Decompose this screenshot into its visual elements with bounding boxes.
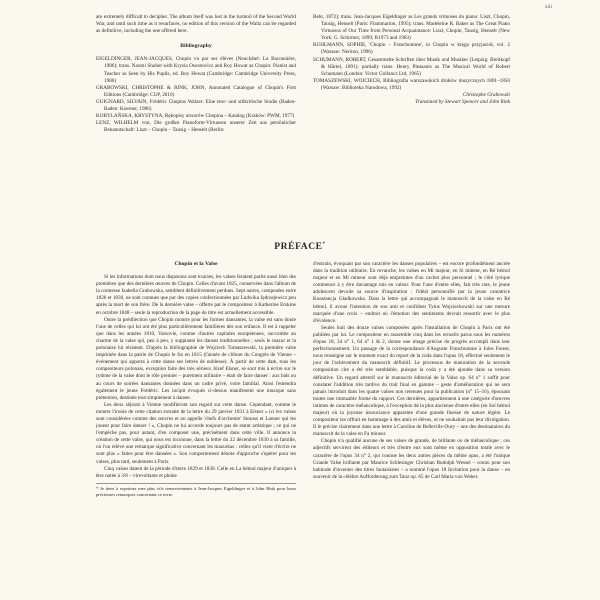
body-paragraph: Les deux séjours à Vienne modifieront son regard sur cette danse. Cependant, comme le montre l'ironie de cette citation extraite de la lettre du 29 janvier 1831 à Elsner « ici les valses sont considérées comme des œuvres et on appelle 'chefs d'orchestre' Strauss et Lanner qui les jouent pour faire danser ! », Chopin ne lui accorde toujours pas de statut artistique ; ce qui ne l'empêche pas, pour autant, d'en composer une, précisément dans cette ville. Il annonce la création de cette valse, qui nous est inconnue, dans la lettre du 22 décembre 1830 à sa famille, où l'on relève une remarque significative concernant les mazurkas : celles qu'il vient d'écrire ne sont plus « faites pour être dansées ». Son comportement dénote d'approche s'opérer pour les valses, plus tard, seulement à Paris. [96,401,296,465]
preface-title [0,242,600,252]
column-top-left [96,14,296,134]
bibliography-heading: Bibliography [180,43,212,50]
section-heading: Chopin et la Valse [174,261,218,267]
column-bottom-right [313,261,510,481]
body-paragraph: Si les informations dont nous disposons sont exactes, les valses feraient partie aussi bien des premières que des dernières œuvres de Chopin. Celles d'avant 1825, conservées dans l'album de la comtesse Izabella Grabowska, semblent définitivement perdues. Sept autres, composées entre 1826 et 1830, ne sont connues que par des copies confectionnées par Ludwika Jędrzejewicz peu après la mort de son frère. De la dernière valse – offerte par le compositeur à Katherine Erskine en octobre 1848 – seule la reproduction de la page de titre est actuellement accessible. [96,274,296,316]
bibliography-entry: RUHLMANN, SOPHIE, 'Chopin – Franchomme', in Chopin w kręgu przyjaciół, vol. 2 (Warsaw: Neriton, 1996) [313,42,510,56]
bibliography-entry: LENZ, WILHELM von, Die großen Pianoforte-Virtuosen unserer Zeit aus persönlicher Bekanntschaft: Liszt – Chopin – Tausig – Henselt (Berlin: [96,120,296,134]
body-paragraph: d'entrain, évoquant par son caractère les danses populaires – est encore profondément ancrée dans la tradition utilitaire. En revanche, les valses en Mi majeur, en Si mineur, en Ré bémol majeur et en Mi mineur sont déjà empreintes d'un cachet plus personnel ; le côté lyrique commence à y être davantage mis en valeur. Pour l'une d'entre elles, fait très rare, le jeune adolescent devoile sa source d'inspiration : l'idéal personnifié par la jeune cantatrice Konstancja Gładkowska. Dans la lettre qui accompagnait le manuscrit de la valse en Ré bémol, il avoue l'intention de son ami et confident Tytus Wojciechowski sur une mesure marquée d'une croix – endroit où l'émotion des sentiments devrait ressortir avec le plus d'évidence. [313,261,510,324]
intro-paragraph: are extremely difficult to decipher. The album itself was lost in the turmoil of the Second World War, and until such time as it resurfaces, no edition of this version of the Waltz can be regarded as definitive, including the one offered here. [96,14,296,35]
body-paragraph: Seules huit des douze valses composées après l'installation de Chopin à Paris ont été publiées par lui. Le compositeur en rassemble cinq dans les recueils parus sous les numéros d'opus 18, 34 n° 1, 64 n° 1 & 2, donne une image précise du progrès accompli dans leur perfectionnement. Un passage de la correspondance d'Auguste Franchomme à Jules Forest, nous renseigne sur le moment exact du report de la coda dans l'opus 18, effectué seulement le jour de l'achèvement du manuscrit définitif. Le processus de maturation de la seconde composition cite a été très semblable, puisque la coda y a été ajoutée dans sa version définitive. Un regard attentif sur le manuscrit éditorial de la Valse op. 64 n° 1 suffit pour constater l'addition très tardive du trait final en gamme – geste d'amélioration qui ne sera jamais introduit dans les quatre valses non retenues pour la publication (n° 15–16), épousant toutes une immuable forme du rapport. Ces dernières, appartiennent à une catégorie d'œuvres intimes de caractère mélancolique, à l'exception de la plus ancienne d'entre elles (en Sol bémol majeur) où la joyeuse insouciance apparente d'une grande finesse de nature légère. Le compositeur les offrait en hommage à des amis et élèves, et ne souhaitait pas leur divulgation. Il le précise clairement dans une lettre à Caroline de Belleville-Oury – une des destinataires du manuscrit de la valse en Fa mineur. [313,324,510,438]
bibliography-entry: KOBYLAŃSKA, KRYSTYNA, Rękopisy utworów Chopina – Katalog (Kraków: PWM, 1977) [96,113,295,120]
footnote-marker: * [322,242,326,247]
column-bottom-left [96,261,296,498]
bibliography-entry: TOMASZEWSKI, WOJCIECH, Bibliografia warszawskich druków muzycznych 1801–1850 (Warsaw: Biblioteka Narodowa, 1992) [313,77,510,91]
body-paragraph: Outre la prédilection que Chopin montre pour les formes dansantes, la valse est sans doute l'une de celles qui lui ont été plus particulièrement familières dès son enfance. Il est à rappeler que dans les années 1810, Varsovie, comme d'autres capitales européennes, succombe au charme de la valse qui, peu à peu, y supplante les danses traditionnelles ; seuls le mazur et la polonaise lui résistent. D'après la bibliographie de Wojciech Tomaszewski, la première valse imprimée dans la patrie de Chopin le fut en 1815 (l'année de clôture du Congrès de Vienne – événement qui apporta à cette danse ses lettres de noblesse). À partir de cette date, tous les compositeurs polonais, exception faite des très sérieux Józef Elsner, se sont mis à écrire sur le rythme de la valse dont le rôle premier – purement utilitaire – était de faire danser : aux bals ou au cours de soirées dansantes données dans un cadre privé, voire familial. Ainsi l'entendra également le jeune Frédéric. Les incipit évoqués ci-dessus manifestent une musique sans prétention, destinée tout simplement à danser. [96,316,296,401]
column-top-right [313,14,510,106]
footnote: * Je tiens à exprimer mes plus vifs remerciements à Jean-Jacques Eigeldinger et à John Rink pour leurs précieuses remarques concernant ce texte. [96,483,296,498]
bibliography-entry: SCHUMANN, ROBERT, Gesammelte Schriften über Musik und Musiker (Leipzig: Breitkopf & Härtel, 1891); partially trans. Henry Pleasants as The Musical World of Robert Schumann (London: Victor Gollancz Ltd, 1965) [313,56,510,77]
bibliography-entry: EIGELDINGER, JEAN-JACQUES, Chopin vu par ses élèves (Neuchâtel: La Baconnière, 1986); trans. Naomi Shohet with Krysia Osostowicz and Roy Howat as Chopin: Pianist and Teacher as Seen by His Pupils, ed. Roy Howat (Cambridge: Cambridge University Press, 1986) [96,56,296,84]
author-signature: Christophe Grabowski [462,92,510,99]
body-paragraph: Cinq valses datent de la période d'entre 1829 et 1830. Celle en La bémol majeur d'uniquer à être notée à 3/8 – virevoltante et pleine [96,465,296,479]
bibliography-entry: GUIGNARD, SILVAIN, Frédéric Chopins Walzer: Eine text- und stilkritische Studie (Baden-Baden: Koerner, 1986) [96,98,296,113]
bibliography-entry: Behr, 1872); trans. Jean-Jacques Eigeldinger as Les grands virtuoses du piano: Liszt, Chopin, Tausig, Henselt (Paris: Flammarion, 1995); trans. Madeleine R. Baker as The Great Piano Virtuosos of Our Time from Personal Acquaintance: Liszt, Chopin, Tausig, Henselt (New York: G. Schirmer, 1899; R1973 and 1983) [313,14,510,42]
translator-credit: Translated by Stewart Spencer and John Rink [415,99,510,106]
page-number: xiii [544,4,552,10]
bibliography-list [96,56,296,134]
preface-title-text: PRÉFACE [274,242,323,253]
bibliography-list-continued [313,14,510,92]
body-paragraph: Chopin n'a qualifié aucune de ses valses de grande, de brillante ou de mélancolique ; ces adjectifs servirent des éditeurs et très d'entre eux sont même en opposition totale avec le caractère de l'opus 34 n° 2, qui connue les deux autres pièces du même opus, a été l'unique Grande Valse brillante par Maurice Schlesinger Christian Rudolph Wessel – connu pour son habitude d'inventer des titres fantaisistes – a nommé l'opus 18 Invitation pour la danse – en souvenir de la célèbre Aufforderung zum Tanz op. 65 de Carl Maria von Weber. [313,438,510,480]
bibliography-entry: GRABOWSKI, CHRISTOPHE & RINK, JOHN, Annotated Catalogue of Chopin's First Editions (Cambridge: CUP, 2010) [96,84,296,98]
